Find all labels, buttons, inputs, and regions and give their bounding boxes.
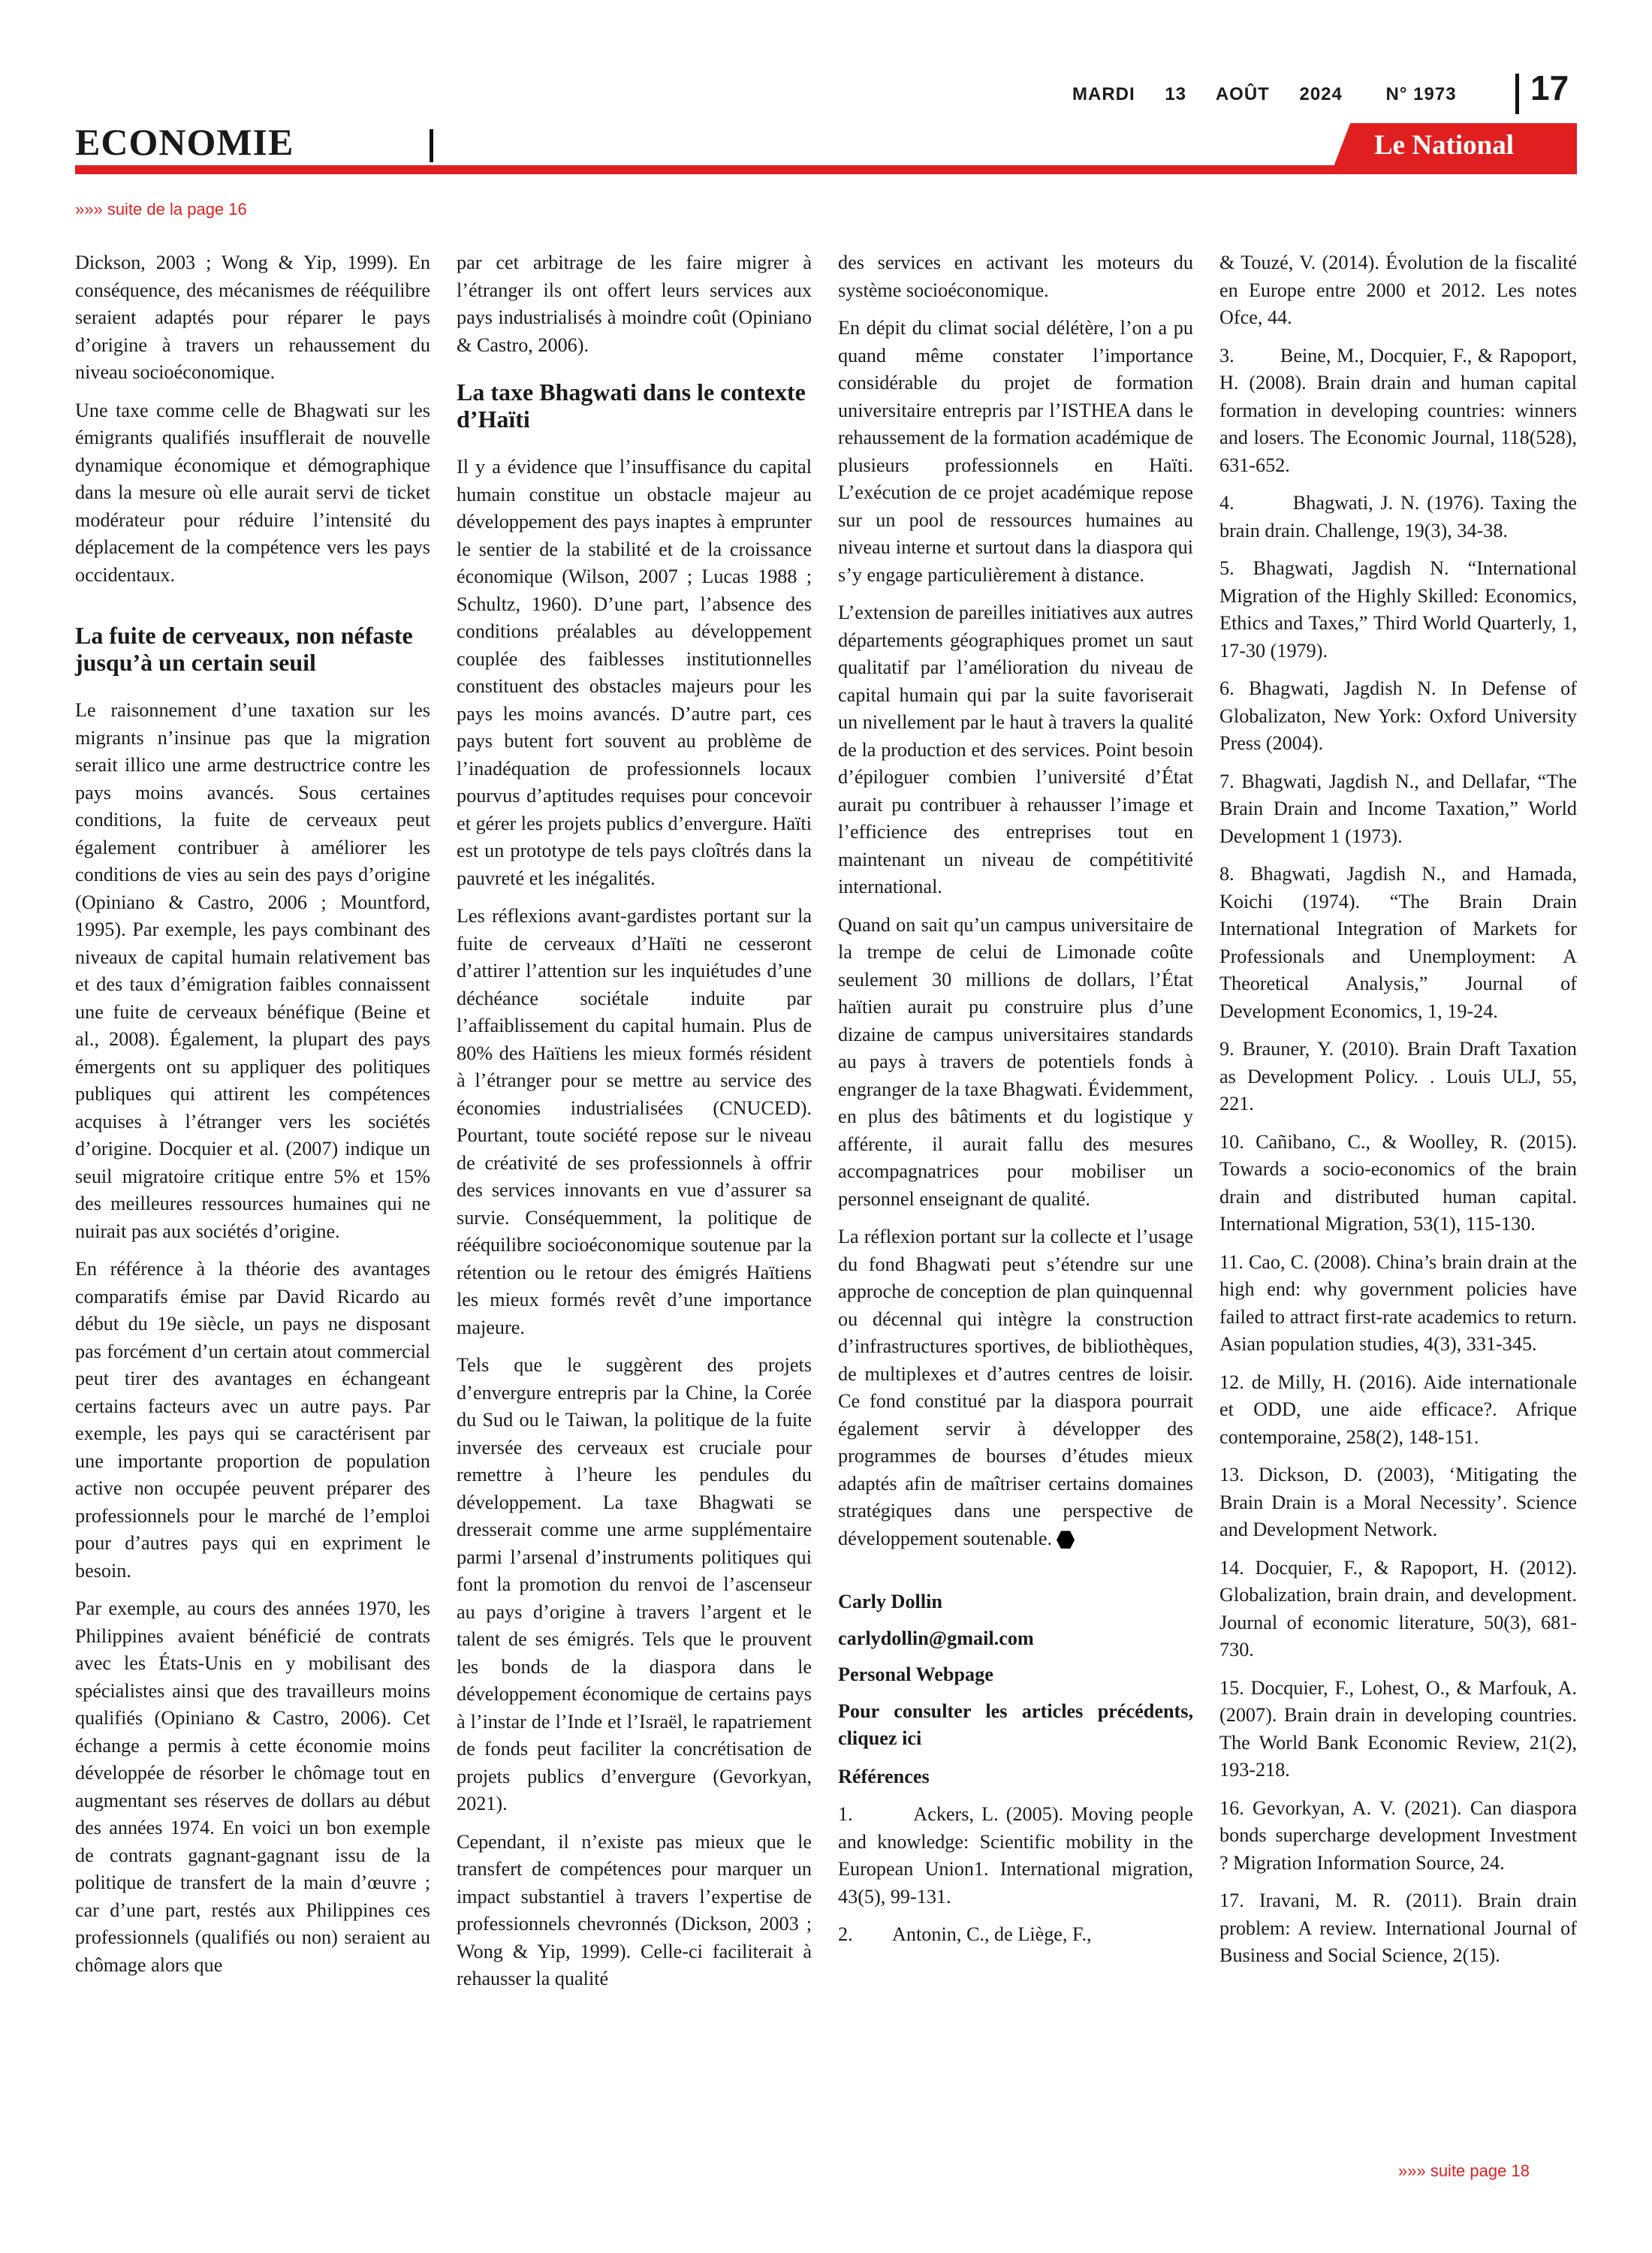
- paragraph: Une taxe comme celle de Bhagwati sur les émigrants qualifiés insufflerait de nouvelle dynamique économique et démographique dans la mesure où elle aurait servi de ticket modérateur pour réduire l’intensité du déplacement de la compétence vers les pays occidentaux.: [75, 399, 430, 586]
- reference-item: 5. Bhagwati, Jagdish N. “International Migration of the Highly Skilled: Economics, Ethics and Taxes,” Third World Quarterly, 1, 17-30 (1979).: [1219, 557, 1577, 662]
- reference-item: 2. Antonin, C., de Liège, F.,: [838, 1923, 1092, 1945]
- reference-item: 17. Iravani, M. R. (2011). Brain drain problem: A review. International Journal of Business and Social Science, 2(15).: [1219, 1890, 1577, 1966]
- page-number: 17: [1530, 68, 1569, 107]
- reference-item: 16. Gevorkyan, A. V. (2021). Can diaspora bonds supercharge development Investment ? Migration Information Source, 24.: [1219, 1796, 1577, 1874]
- paragraph: L’extension de pareilles initiatives aux autres départements géographiques promet un saut qualitatif par l’amélioration du niveau de capital humain qui par la suite favoriserait un nivellement par le haut à travers la qualité de la production et des services. Point besoin d’épiloguer combien l’université d’État aurait pu contribuer à rehausser l’image et l’efficience des entreprises tout en maintenant un niveau de compétitivité international.: [838, 602, 1193, 897]
- article-column-2: [457, 249, 812, 2004]
- continued-to-link[interactable]: »»» suite page 18: [1398, 2161, 1530, 2180]
- article-column-1: [75, 249, 430, 1989]
- issue-number: N° 1973: [1385, 84, 1457, 104]
- reference-item: 6. Bhagwati, Jagdish N. In Defense of Globalizaton, New York: Oxford University Press (2004).: [1219, 677, 1577, 754]
- header-divider: [1515, 74, 1519, 114]
- subheading: La taxe Bhagwati dans le contexte d’Haïti: [457, 379, 806, 433]
- issue-month: AOÛT: [1215, 84, 1270, 104]
- paragraph: par cet arbitrage de les faire migrer à l’étranger ils ont offert leurs services aux pays industrialisés à moindre coût (Opiniano & Castro, 2006).: [457, 252, 812, 356]
- reference-item: 1. Ackers, L. (2005). Moving people and knowledge: Scientific mobility in the European Union1. International migration, 43(5), 99-131.: [838, 1803, 1193, 1908]
- reference-item: 3. Beine, M., Docquier, F., & Rapoport, H. (2008). Brain drain and human capital formation in developing countries: winners and losers. The Economic Journal, 118(528), 631-652.: [1219, 344, 1577, 476]
- article-column-3: [838, 249, 1193, 1959]
- paragraph: Cependant, il n’existe pas mieux que le transfert de compétences pour marquer un impact substantiel à travers l’expertise de professionnels chevronnés (Dickson, 2003 ; Wong & Yip, 1999). Celle-ci faciliterait à rehausser la qualité: [457, 1830, 812, 1989]
- paragraph-text: La réflexion portant sur la collecte et l’usage du fond Bhagwati peut s’étendre sur une approche de conception de plan quinquennal ou décennal qui intègre la construction d’infrastructures sportives, de bibliothèques, de multiplexes et d’autres centres de loisir. Ce fond constitué par la diaspora pourrait également servir à développer des programmes de bourses d’études mieux adaptés afin de maîtriser certains domaines stratégiques dans une perspective de développement soutenable.: [838, 1226, 1193, 1549]
- reference-item: & Touzé, V. (2014). Évolution de la fiscalité en Europe entre 2000 et 2012. Les notes Ofce, 44.: [1219, 252, 1577, 328]
- paragraph: [838, 1223, 1193, 1552]
- reference-item: 11. Cao, C. (2008). China’s brain drain at the high end: why government policies have failed to attract first-rate academics to return. Asian population studies, 4(3), 331-345.: [1219, 1250, 1577, 1355]
- author-webpage-link[interactable]: Personal Webpage: [838, 1663, 993, 1685]
- author-block: [838, 1588, 1193, 1689]
- paragraph: des services en activant les moteurs du système socioéconomique.: [838, 252, 1193, 301]
- reference-item: 8. Bhagwati, Jagdish N., and Hamada, Koichi (1974). “The Brain Drain International Integration of Markets for Professionals and Unemployment: A Theoretical Analysis,” Journal of Development Economics, 1, 19-24.: [1219, 863, 1577, 1022]
- reference-item: 9. Brauner, Y. (2010). Brain Draft Taxation as Development Policy. . Louis ULJ, 55, 221.: [1219, 1038, 1577, 1114]
- reference-item: 13. Dickson, D. (2003), ‘Mitigating the Brain Drain is a Moral Necessity’. Science and Development Network.: [1219, 1464, 1577, 1540]
- paragraph: Quand on sait qu’un campus universitaire de la trempe de celui de Limonade coûte seulement 30 millions de dollars, l’État haïtien aurait pu construire plus d’une dizaine de campus universitaires standards au pays à travers de potentiels fonds à engranger de la taxe Bhagwati. Évidemment, en plus des bâtiments et du logistique y afférente, il aurait fallu des mesures accompagnatrices pour mobiliser un personnel enseignant de qualité.: [838, 913, 1193, 1210]
- paragraph: En dépit du climat social délétère, l’on a pu quand même constater l’importance considérable du projet de formation universitaire entrepris par l’ISTHEA dans le rehaussement de la formation académique de plusieurs professionnels en Haïti. L’exécution de ce projet académique repose sur un pool de ressources humaines au niveau interne et surtout dans la diaspora qui s’y engage particulièrement à distance.: [838, 317, 1193, 586]
- article-column-4: [1219, 249, 1577, 1980]
- author-email-link[interactable]: carlydollin@gmail.com: [838, 1627, 1034, 1649]
- reference-item: 14. Docquier, F., & Rapoport, H. (2012). Globalization, brain drain, and development. Journal of economic literature, 50(3), 681-730.: [1219, 1556, 1577, 1660]
- paragraph: Les réflexions avant-gardistes portant sur la fuite de cerveaux d’Haïti ne cesseront d’attirer l’attention sur les inquiétudes d’une déchéance sociétale induite par l’affaiblissement du capital humain. Plus de 80% des Haïtiens les mieux formés résident à l’étranger pour se mettre au service des économies industrialisées (CNUCED). Pourtant, toute société repose sur le niveau de créativité de ses professionnels à offrir des services innovants en vue d’assurer sa survie. Conséquemment, la politique de rééquilibre socioéconomique soutenue par la rétention ou le retour des émigrés Haïtiens les mieux formés revêt d’une importance majeure.: [457, 905, 812, 1338]
- previous-articles-link[interactable]: Pour consulter les articles précédents, cliquez ici: [838, 1700, 1193, 1749]
- paragraph: Par exemple, au cours des années 1970, les Philippines avaient bénéficié de contrats avec les États-Unis en y mobilisant des spécialistes ainsi que des travailleurs moins qualifiés (Opiniano & Castro, 2006). Cet échange a permis à cette économie moins développée de résorber le chômage tout en augmentant ses réserves de dollars au début des années 1974. En voici un bon exemple de contrats gagnant-gagnant issu de la politique de transfert de la main d’œuvre ; car d’une part, restés aux Philippines ces professionnels (qualifiés ou non) seraient au chômage alors que: [75, 1597, 430, 1976]
- section-divider: [430, 129, 433, 162]
- continued-from-link[interactable]: »»» suite de la page 16: [75, 200, 247, 219]
- reference-item: 4. Bhagwati, J. N. (1976). Taxing the brain drain. Challenge, 19(3), 34-38.: [1219, 492, 1577, 541]
- paragraph: Dickson, 2003 ; Wong & Yip, 1999). En conséquence, des mécanismes de rééquilibre seraient adaptés pour réparer le pays d’origine à travers un rehaussement du niveau socioéconomique.: [75, 252, 430, 383]
- subheading: La fuite de cerveaux, non néfaste jusqu’à un certain seuil: [75, 622, 413, 676]
- issue-date-line: [1072, 84, 1481, 105]
- paragraph: Il y a évidence que l’insuffisance du capital humain constitue un obstacle majeur au développement des pays inaptes à emprunter le sentier de la stabilité et de la croissance économique (Wilson, 2007 ; Lucas 1988 ; Schultz, 1960). D’une part, l’absence des conditions préalables au développement couplée des faiblesses institutionnelles constituent des obstacles majeurs pour les pays les moins avancés. D’autre part, ces pays butent fort souvent au problème de l’inadéquation de professionnels locaux pourvus d’aptitudes requises pour concevoir et gérer les projets publics d’envergure. Haïti est un prototype de tels pays cloîtrés dans la pauvreté et les inégalités.: [457, 456, 812, 889]
- brand-logo: Le National: [1374, 130, 1515, 161]
- issue-year: 2024: [1299, 84, 1343, 104]
- references-title: Références: [838, 1765, 930, 1787]
- paragraph: Le raisonnement d’une taxation sur les migrants n’insinue pas que la migration serait illico une arme destructrice contre les pays moins avancés. Sous certaines conditions, la fuite de cerveaux peut également contribuer à améliorer les conditions de vies au sein des pays d’origine (Opiniano & Castro, 2006 ; Mountford, 1995). Par exemple, les pays combinant des niveaux de capital humain relativement bas et des taux d’émigration faibles connaissent une fuite de cerveaux bénéfique (Beine et al., 2008). Également, la plupart des pays émergents ont su appliquer des politiques publiques qui attirent les compétences acquises à l’étranger vers les sociétés d’origine. Docquier et al. (2007) indique un seuil migratoire critique entre 5% et 15% des meilleures ressources humaines qui ne nuirait pas aux sociétés d’origine.: [75, 699, 430, 1242]
- reference-item: 15. Docquier, F., Lohest, O., & Marfouk, A. (2007). Brain drain in developing countries. The World Bank Economic Review, 21(2), 193-218.: [1219, 1676, 1577, 1781]
- issue-day: MARDI: [1072, 84, 1135, 104]
- end-of-article-icon: [1057, 1531, 1075, 1549]
- author-name: Carly Dollin: [838, 1591, 942, 1612]
- paragraph: Tels que le suggèrent des projets d’envergure entrepris par la Chine, la Corée du Sud ou le Taiwan, la politique de la fuite inversée des cerveaux est cruciale pour remettre à l’heure les pendules du développement. La taxe Bhagwati se dresserait comme une arme supplémentaire parmi l’arsenal d’instruments politiques qui font la promotion du renvoi de l’ascenseur au pays d’origine à travers l’argent et le talent de ses émigrés. Tels que le prouvent les bonds de la diaspora dans le développement économique de certains pays à l’instar de l’Inde et l’Israël, le rapatriement de fonds peut faciliter la concrétisation de projets publics d’envergure (Gevorkyan, 2021).: [457, 1354, 812, 1814]
- reference-item: 10. Cañibano, C., & Woolley, R. (2015). Towards a socio-economics of the brain drain and distributed human capital. International Migration, 53(1), 115-130.: [1219, 1130, 1577, 1235]
- issue-date-number: 13: [1165, 84, 1187, 104]
- paragraph: En référence à la théorie des avantages comparatifs émise par David Ricardo au début du 19e siècle, un pays ne disposant pas forcément d’un certain atout commercial peut tirer des avantages en échangeant certains facteurs avec un autre pays. Par exemple, les pays qui se caractérisent par une importante proportion de population active non occupée peuvent préparer des professionnels pour le marché de l’emploi pour d’autres pays qui en expriment le besoin.: [75, 1258, 430, 1582]
- section-title: ECONOMIE: [75, 121, 294, 163]
- reference-item: 12. de Milly, H. (2016). Aide internationale et ODD, une aide efficace?. Afrique contemporaine, 258(2), 148-151.: [1219, 1371, 1577, 1448]
- reference-item: 7. Bhagwati, Jagdish N., and Dellafar, “The Brain Drain and Income Taxation,” World Development 1 (1973).: [1219, 770, 1577, 847]
